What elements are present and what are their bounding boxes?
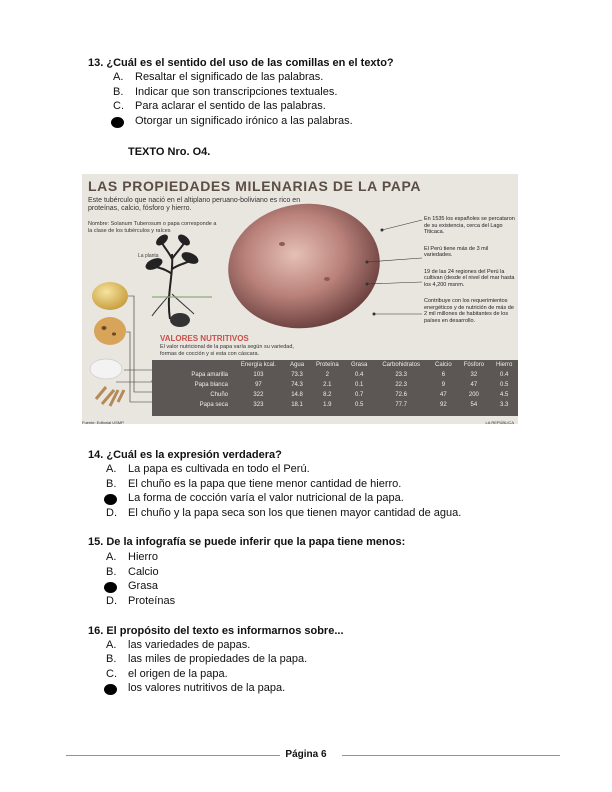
q14-option-b[interactable]: B. El chuño es la papa que tiene menor cantidad de hierro. [106, 478, 402, 490]
texto-label: TEXTO Nro. O4. [128, 146, 211, 158]
col-header: Grasa [350, 362, 368, 368]
question-16-title: 16. El propósito del texto es informarnos sobre... [88, 625, 344, 637]
table-cell: 92 [440, 402, 447, 408]
table-cell: 3.3 [500, 402, 509, 408]
infographic-subtitle: Este tubérculo que nació en el altiplano peruano-boliviano es rico en proteínas, calcio, fósforo y hierro. [88, 197, 301, 212]
plant-label: La planta [138, 253, 159, 259]
infographic-notes [424, 216, 518, 334]
table-cell: 9 [441, 382, 446, 388]
table-cell: 2 [325, 372, 329, 378]
col-header: Proteína [315, 362, 339, 368]
page-number: Página 6 [285, 749, 327, 760]
q13-option-b[interactable]: B. Indicar que son transcripciones textuales. [113, 86, 338, 98]
note-3: 19 de las 24 regiones del Perú la cultivan (desde el nivel del mar hasta los 4,200 msnm. [424, 268, 515, 288]
table-cell: 22.3 [395, 382, 407, 388]
q16-option-c[interactable]: C. el origen de la papa. [106, 668, 228, 680]
table-cell: 103 [253, 372, 264, 378]
q15-option-d[interactable]: D. Proteínas [106, 595, 176, 607]
question-14-title: 14. ¿Cuál es la expresión verdadera? [88, 449, 282, 461]
table-cell: 47 [440, 392, 447, 398]
source-note: Fuente: Editorial USMP. [82, 420, 125, 424]
table-cell: 1.9 [323, 402, 332, 408]
papa-blanca-icon [94, 317, 126, 345]
q14-option-d[interactable]: D. El chuño y la papa seca son los que tienen mayor cantidad de agua. [106, 507, 462, 519]
credit-note: LA REPÚBLICA [485, 420, 514, 424]
row-label: Papa amarilla [191, 372, 228, 378]
infographic-nombre: Nombre: Solanum Tuberosum o papa corresponde a la clase de los tubérculos y raíces [88, 221, 217, 234]
col-header: Energía kcal. [240, 362, 276, 368]
q16-option-d[interactable]: los valores nutritivos de la papa. [128, 682, 286, 694]
row-label: Papa blanca [194, 382, 228, 388]
row-label: Chuño [210, 392, 228, 398]
table-cell: 14.8 [291, 392, 303, 398]
row-label: Papa seca [199, 402, 228, 408]
q15-selected-mark [104, 582, 117, 593]
table-cell: 72.6 [395, 392, 407, 398]
note-2: El Perú tiene más de 3 mil variedades. [424, 245, 489, 258]
col-header: Fósforo [463, 362, 485, 368]
valores-title: VALORES NUTRITIVOS [160, 334, 249, 343]
table-header-row [152, 360, 518, 370]
table-cell: 32 [470, 372, 478, 378]
table-row [152, 380, 518, 390]
table-cell: 8.2 [323, 392, 332, 398]
question-13-title: 13. ¿Cuál es el sentido del uso de las comillas en el texto? [88, 57, 394, 69]
q15-option-b[interactable]: B. Calcio [106, 566, 159, 578]
q15-option-c[interactable]: Grasa [128, 580, 158, 592]
q13-selected-mark [111, 117, 124, 128]
table-row [152, 370, 518, 380]
table-cell: 0.4 [500, 372, 509, 378]
table-cell: 18.1 [291, 402, 303, 408]
table-cell: 23.3 [395, 372, 407, 378]
table-cell: 0.4 [354, 372, 364, 378]
table-cell: 0.5 [500, 382, 509, 388]
q13-option-c[interactable]: C. Para aclarar el sentido de las palabras. [113, 100, 326, 112]
note-4: Contribuye con los requerimientos energéticos y de nutrición de más de 2 mil millones de habitantes de los países en desarrollo. [424, 298, 514, 324]
table-cell: 2.1 [323, 382, 332, 388]
table-cell: 73.3 [291, 372, 303, 378]
q13-option-a[interactable]: A. Resaltar el significado de las palabras. [113, 71, 324, 83]
q14-selected-mark [104, 494, 117, 505]
q16-option-b[interactable]: B. las miles de propiedades de la papa. [106, 653, 308, 665]
table-cell: 322 [253, 392, 264, 398]
table-cell: 323 [253, 402, 264, 408]
chuno-icon [90, 359, 122, 379]
table-cell: 200 [468, 392, 479, 398]
q14-option-a[interactable]: A. La papa es cultivada en todo el Perú. [106, 463, 310, 475]
table-row [152, 390, 518, 400]
table-cell: 0.7 [354, 392, 364, 398]
col-header: Carbohidratos [382, 362, 420, 368]
table-cell: 54 [470, 402, 478, 408]
papa-amarilla-icon [92, 282, 128, 310]
table-row [152, 400, 518, 410]
q13-option-d[interactable]: Otorgar un significado irónico a las palabras. [135, 115, 353, 127]
table-cell: 77.7 [395, 402, 407, 408]
table-cell: 97 [255, 382, 262, 388]
table-cell: 47 [470, 382, 478, 388]
potato-infographic [82, 174, 518, 424]
nutrition-table [152, 360, 518, 416]
col-header: Agua [290, 362, 305, 368]
table-cell: 6 [441, 372, 446, 378]
q14-option-c[interactable]: La forma de cocción varía el valor nutricional de la papa. [128, 492, 404, 504]
table-cell: 4.5 [500, 392, 509, 398]
question-15-title: 15. De la infografía se puede inferir que la papa tiene menos: [88, 536, 406, 548]
q15-option-a[interactable]: A. Hierro [106, 551, 158, 563]
table-cell: 0.5 [354, 402, 364, 408]
table-cell: 74.3 [291, 382, 303, 388]
table-cell: 0.1 [354, 382, 364, 388]
note-1: En 1535 los españoles se percataron de su existencia, cerca del Lago Titicaca. [424, 216, 515, 235]
col-header: Calcio [435, 362, 452, 368]
valores-text: El valor nutricional de la papa varía según su variedad, formas de cocción y si esta con cáscara. [160, 344, 294, 357]
col-header: Hierro [496, 362, 513, 368]
q16-selected-mark [104, 684, 117, 695]
q16-option-a[interactable]: A. las variedades de papas. [106, 639, 251, 651]
infographic-title: LAS PROPIEDADES MILENARIAS DE LA PAPA [88, 178, 422, 194]
